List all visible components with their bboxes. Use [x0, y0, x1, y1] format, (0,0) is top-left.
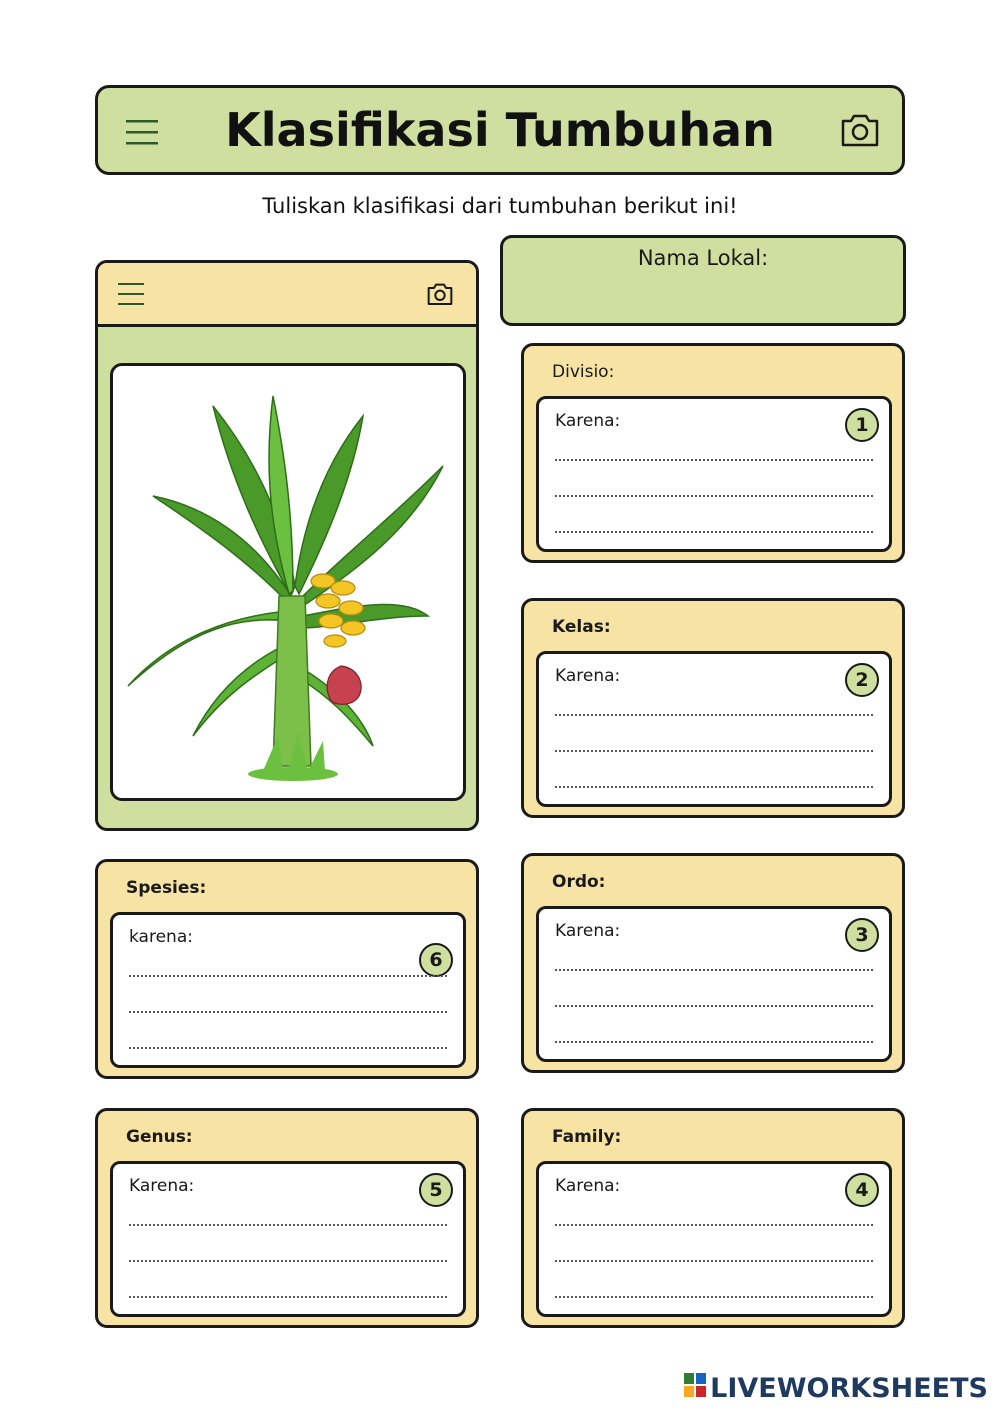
answer-line[interactable] [555, 1224, 873, 1226]
divisio-number-badge: 1 [845, 408, 879, 442]
ordo-reason-label: Karena: [555, 921, 621, 941]
ordo-card [521, 853, 905, 1073]
kelas-card [521, 598, 905, 818]
kelas-reason-label: Karena: [555, 666, 621, 686]
plant-image-frame [110, 363, 466, 801]
family-reason-box[interactable] [536, 1161, 892, 1317]
genus-label: Genus: [126, 1127, 193, 1147]
genus-number-badge: 5 [419, 1173, 453, 1207]
nama-lokal-box[interactable] [500, 235, 906, 326]
family-reason-label: Karena: [555, 1176, 621, 1196]
spesies-reason-label: karena: [129, 927, 193, 947]
camera-icon[interactable] [840, 112, 880, 152]
divisio-card [521, 343, 905, 563]
answer-line[interactable] [555, 714, 873, 716]
answer-line[interactable] [555, 531, 873, 533]
liveworksheets-logo-icon [684, 1373, 706, 1404]
nama-lokal-label: Nama Lokal: [637, 246, 769, 270]
answer-line[interactable] [555, 459, 873, 461]
answer-line[interactable] [129, 1224, 447, 1226]
photo-card-header [98, 263, 476, 327]
brand-name: LIVEWORKSHEETS [710, 1373, 988, 1404]
ordo-label: Ordo: [552, 872, 606, 892]
banana-plant-illustration [113, 366, 466, 801]
divisio-reason-box[interactable] [536, 396, 892, 552]
answer-line[interactable] [555, 495, 873, 497]
answer-line[interactable] [555, 1296, 873, 1298]
answer-line[interactable] [129, 975, 447, 977]
answer-line[interactable] [129, 1047, 447, 1049]
answer-line[interactable] [555, 1260, 873, 1262]
ordo-number-badge: 3 [845, 918, 879, 952]
answer-line[interactable] [555, 1041, 873, 1043]
genus-card [95, 1108, 479, 1328]
hamburger-menu-icon[interactable] [118, 281, 144, 311]
genus-reason-box[interactable] [110, 1161, 466, 1317]
liveworksheets-brand [684, 1373, 988, 1404]
title-bar [95, 85, 905, 175]
spesies-number-badge: 6 [419, 943, 453, 977]
genus-reason-label: Karena: [129, 1176, 195, 1196]
family-number-badge: 4 [845, 1173, 879, 1207]
answer-line[interactable] [129, 1011, 447, 1013]
answer-line[interactable] [555, 1005, 873, 1007]
plant-photo-card [95, 260, 479, 831]
family-label: Family: [552, 1127, 622, 1147]
family-card [521, 1108, 905, 1328]
kelas-number-badge: 2 [845, 663, 879, 697]
answer-line[interactable] [555, 750, 873, 752]
page-title: Klasifikasi Tumbuhan [225, 103, 775, 157]
kelas-label: Kelas: [552, 617, 611, 637]
answer-line[interactable] [555, 969, 873, 971]
spesies-card [95, 859, 479, 1079]
ordo-reason-box[interactable] [536, 906, 892, 1062]
camera-icon[interactable] [426, 282, 454, 310]
kelas-reason-box[interactable] [536, 651, 892, 807]
spesies-reason-box[interactable] [110, 912, 466, 1068]
divisio-label: Divisio: [552, 362, 615, 382]
answer-line[interactable] [555, 786, 873, 788]
instruction-text: Tuliskan klasifikasi dari tumbuhan berikut ini! [262, 194, 738, 218]
hamburger-menu-icon[interactable] [126, 118, 158, 150]
divisio-reason-label: Karena: [555, 411, 621, 431]
spesies-label: Spesies: [126, 878, 207, 898]
answer-line[interactable] [129, 1296, 447, 1298]
answer-line[interactable] [129, 1260, 447, 1262]
